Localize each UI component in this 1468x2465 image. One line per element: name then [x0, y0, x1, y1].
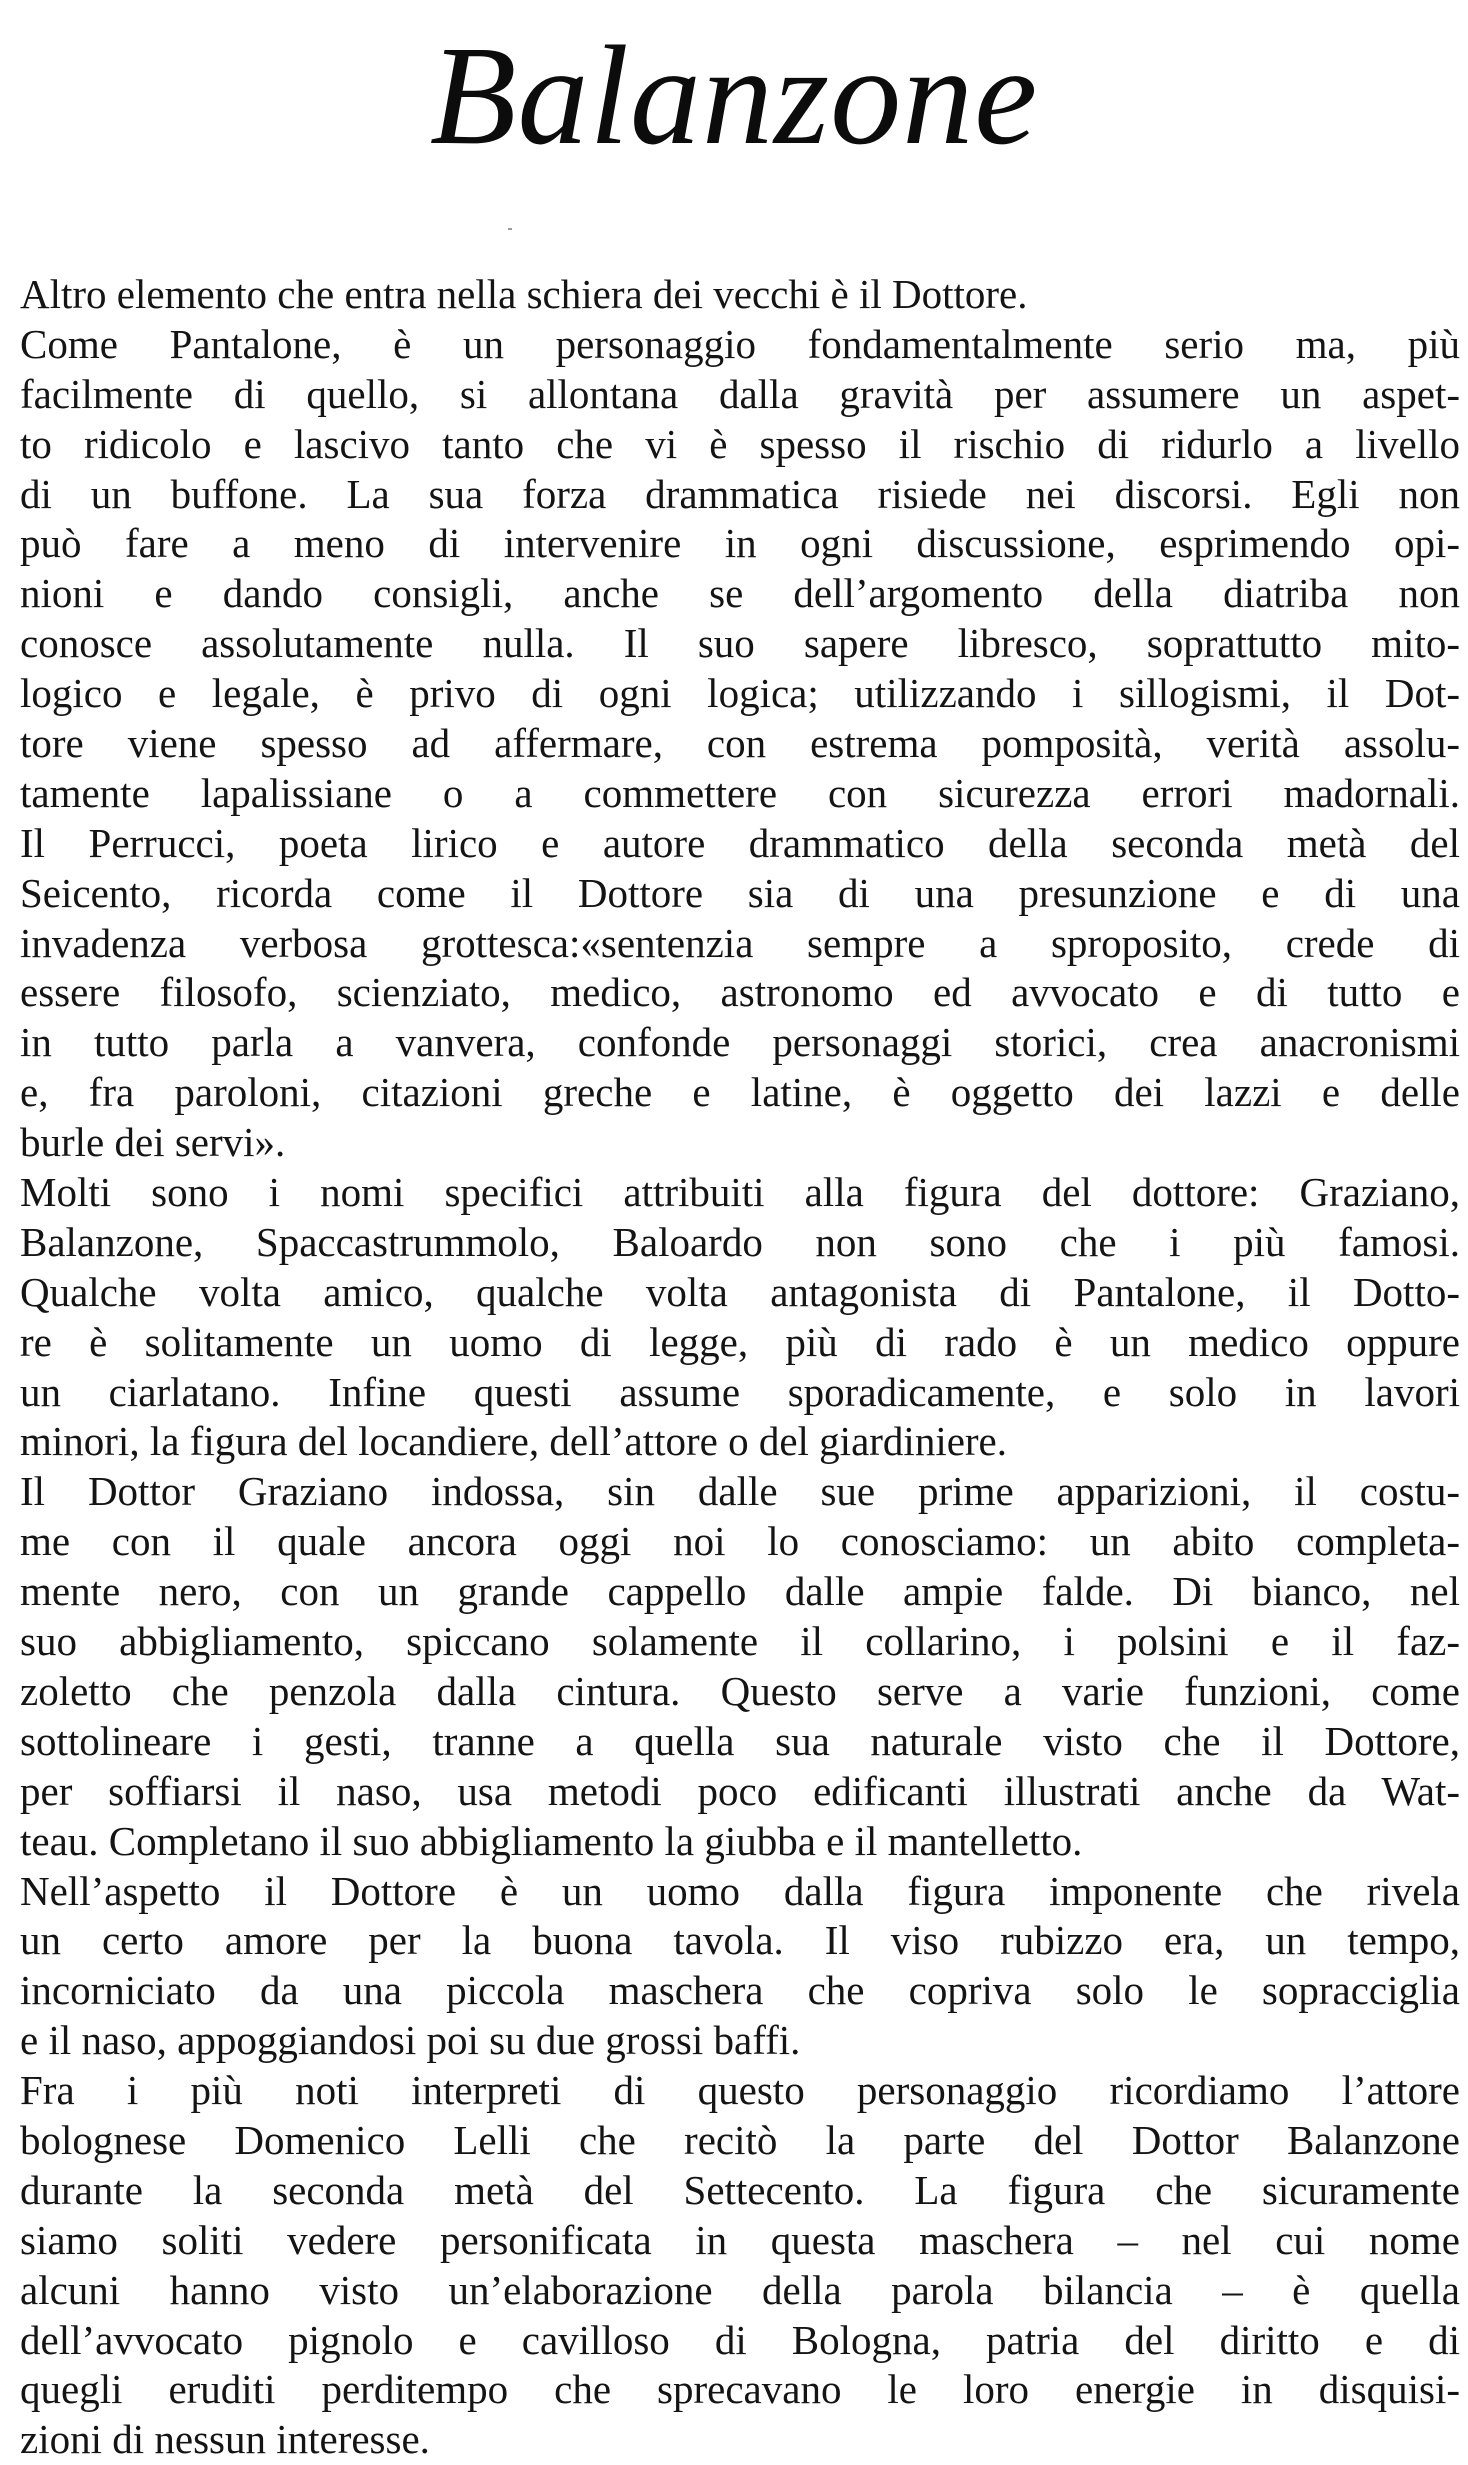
text-line: mente nero, con un grande cappello dalle ampie falde. Di bianco, nel [20, 1568, 1460, 1615]
text-line: conosce assolutamente nulla. Il suo sapere libresco, soprattutto mito- [20, 620, 1460, 667]
text-line: siamo soliti vedere personificata in questa maschera – nel cui nome [20, 2216, 1460, 2263]
body-text [20, 270, 1460, 2465]
text-line: logico e legale, è privo di ogni logica; utilizzando i sillogismi, il Dot- [20, 670, 1460, 717]
text-line: me con il quale ancora oggi noi lo conosciamo: un abito completa- [20, 1518, 1460, 1565]
text-line: tore viene spesso ad affermare, con estrema pomposità, verità assolu- [20, 720, 1460, 767]
text-line: re è solitamente un uomo di legge, più di rado è un medico oppure [20, 1318, 1460, 1365]
text-line: nioni e dando consigli, anche se dell’argomento della diatriba non [20, 570, 1460, 617]
text-line: durante la seconda metà del Settecento. La figura che sicuramente [20, 2166, 1460, 2213]
text-line: to ridicolo e lascivo tanto che vi è spesso il rischio di ridurlo a livello [20, 420, 1460, 467]
text-line: e il naso, appoggiandosi poi su due grossi baffi. [20, 2017, 801, 2064]
text-line: Il Perrucci, poeta lirico e autore drammatico della seconda metà del [20, 819, 1460, 866]
text-line: Molti sono i nomi specifici attribuiti alla figura del dottore: Graziano, [20, 1169, 1460, 1216]
text-line: per soffiarsi il naso, usa metodi poco edificanti illustrati anche da Wat- [20, 1767, 1460, 1814]
text-line: zoletto che penzola dalla cintura. Questo serve a varie funzioni, come [20, 1667, 1460, 1714]
text-line: Nell’aspetto il Dottore è un uomo dalla figura imponente che rivela [20, 1867, 1460, 1914]
text-line: e, fra paroloni, citazioni greche e latine, è oggetto dei lazzi e delle [20, 1069, 1460, 1116]
text-line: un ciarlatano. Infine questi assume sporadicamente, e solo in lavori [20, 1368, 1460, 1415]
text-line: bolognese Domenico Lelli che recitò la parte del Dottor Balanzone [20, 2116, 1460, 2163]
text-line: Come Pantalone, è un personaggio fondamentalmente serio ma, più [20, 320, 1460, 367]
page-title: Balanzone [429, 16, 1039, 174]
text-line: facilmente di quello, si allontana dalla gravità per assumere un aspet- [20, 370, 1460, 417]
text-line: burle dei servi». [20, 1119, 286, 1166]
text-line: incorniciato da una piccola maschera che copriva solo le sopracciglia [20, 1967, 1460, 2014]
text-line: essere filosofo, scienziato, medico, astronomo ed avvocato e di tutto e [20, 969, 1460, 1016]
text-line: suo abbigliamento, spiccano solamente il collarino, i polsini e il faz- [20, 1618, 1460, 1665]
text-line: teau. Completano il suo abbigliamento la giubba e il mantelletto. [20, 1817, 1083, 1864]
text-line: può fare a meno di intervenire in ogni discussione, esprimendo opi- [20, 520, 1460, 567]
text-line: di un buffone. La sua forza drammatica risiede nei discorsi. Egli non [20, 470, 1460, 517]
text-line: Seicento, ricorda come il Dottore sia di una presunzione e di una [20, 869, 1460, 916]
text-line: Il Dottor Graziano indossa, sin dalle sue prime apparizioni, il costu- [20, 1468, 1460, 1515]
text-line: in tutto parla a vanvera, confonde personaggi storici, crea anacronismi [20, 1019, 1460, 1066]
text-line: invadenza verbosa grottesca:«sentenzia sempre a sproposito, crede di [20, 919, 1460, 966]
text-line: Altro elemento che entra nella schiera dei vecchi è il Dottore. [20, 271, 1028, 317]
text-line: Qualche volta amico, qualche volta antagonista di Pantalone, il Dotto- [20, 1268, 1460, 1315]
text-line: un certo amore per la buona tavola. Il viso rubizzo era, un tempo, [20, 1917, 1460, 1964]
text-line: Balanzone, Spaccastrummolo, Baloardo non sono che i più famosi. [20, 1218, 1460, 1265]
text-line: alcuni hanno visto un’elaborazione della parola bilancia – è quella [20, 2266, 1460, 2313]
scan-speck [508, 228, 512, 230]
text-line: Fra i più noti interpreti di questo personaggio ricordiamo l’attore [20, 2067, 1460, 2114]
text-line: minori, la figura del locandiere, dell’attore o del giardiniere. [20, 1418, 1008, 1465]
text-line: zioni di nessun interesse. [20, 2416, 430, 2463]
text-line: tamente lapalissiane o a commettere con sicurezza errori madornali. [20, 769, 1460, 816]
text-line: sottolineare i gesti, tranne a quella sua naturale visto che il Dottore, [20, 1717, 1460, 1764]
text-line: dell’avvocato pignolo e cavilloso di Bologna, patria del diritto e di [20, 2316, 1460, 2363]
text-line: quegli eruditi perditempo che sprecavano le loro energie in disquisi- [20, 2366, 1460, 2413]
